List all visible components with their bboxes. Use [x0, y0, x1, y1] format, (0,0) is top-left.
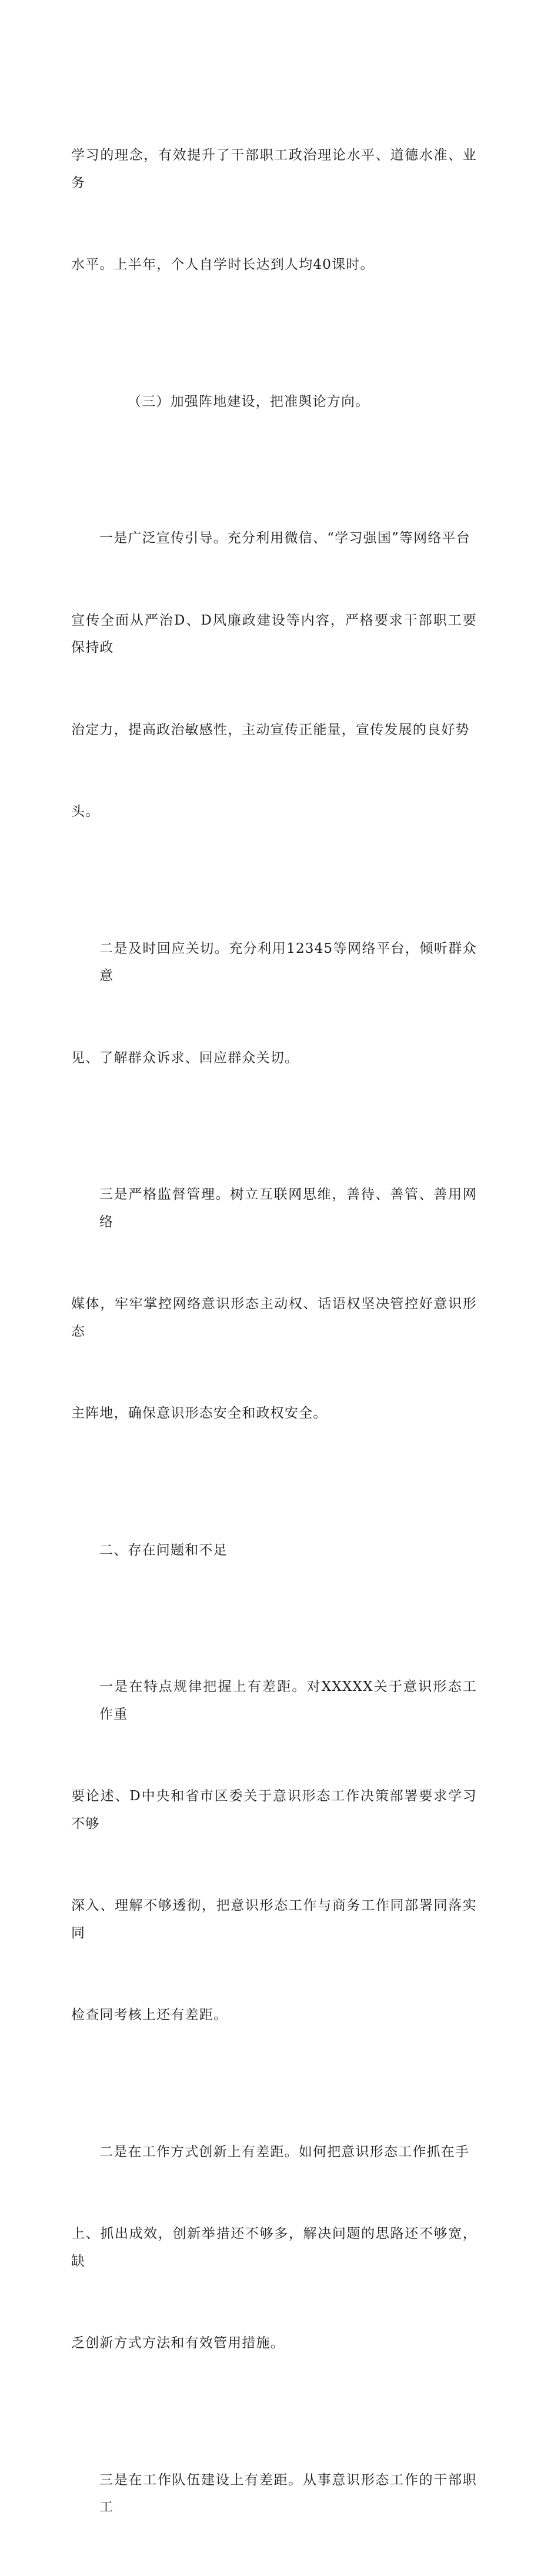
text-line: 宣传全面从严治D、D风廉政建设等内容，严格要求干部职工要保持政 [71, 612, 477, 655]
text-line: 要论述、D中央和省市区委关于意识形态工作决策部署要求学习不够 [71, 1788, 477, 1831]
text-line: 检查同考核上还有差距。 [71, 2007, 228, 2023]
text-line: 头。 [71, 804, 100, 819]
text-line: 见、了解群众诉求、回应群众关切。 [71, 1050, 299, 1066]
paragraph-supervision [71, 1126, 477, 1482]
text-line: 乏创新方式方法和有效管用措施。 [71, 2335, 285, 2351]
paragraph-problem-1 [71, 1619, 477, 2084]
text-line: 一是在特点规律把握上有差距。对XXXXX关于意识形态工作重 [99, 1679, 477, 1722]
text-line: 学习的理念，有效提升了干部职工政治理论水平、道德水准、业务 [71, 148, 477, 191]
text-line: 一是广泛宣传引导。充分利用微信、“学习强国”等网络平台 [99, 530, 470, 546]
heading-line: 二、存在问题和不足 [99, 1542, 228, 1558]
text-line: 上、抓出成效，创新举措还不够多，解决问题的思路还不够宽，缺 [71, 2226, 477, 2269]
text-line: 深入、理解不够透彻，把意识形态工作与商务工作同部署同落实同 [71, 1898, 477, 1941]
paragraph-continuation [71, 87, 477, 333]
paragraph-publicity [71, 470, 477, 880]
text-line: 二是及时回应关切。充分利用12345等网络平台，倾听群众意 [99, 940, 477, 983]
document-body [71, 87, 477, 2576]
section-heading-2 [71, 1482, 477, 1619]
paragraph-response [71, 880, 477, 1127]
text-line: 三是严格监督管理。树立互联网思维，善待、善管、善用网络 [99, 1187, 477, 1230]
heading-line: （三）加强阵地建设，把准舆论方向。 [128, 393, 370, 409]
paragraph-problem-3 [71, 2412, 477, 2576]
text-line: 水平。上半年，个人自学时长达到人均40课时。 [71, 257, 375, 272]
text-line: 治定力，提高政治敏感性，主动宣传正能量，宣传发展的良好势 [71, 722, 470, 738]
section-heading-3 [71, 333, 477, 471]
text-line: 二是在工作方式创新上有差距。如何把意识形态工作抓在手 [99, 2144, 470, 2160]
text-line: 主阵地，确保意识形态安全和政权安全。 [71, 1406, 328, 1421]
paragraph-problem-2 [71, 2084, 477, 2412]
text-line: 三是在工作队伍建设上有差距。从事意识形态工作的干部职工 [99, 2472, 477, 2515]
text-line: 媒体，牢牢掌控网络意识形态主动权、话语权坚决管控好意识形态 [71, 1296, 477, 1339]
